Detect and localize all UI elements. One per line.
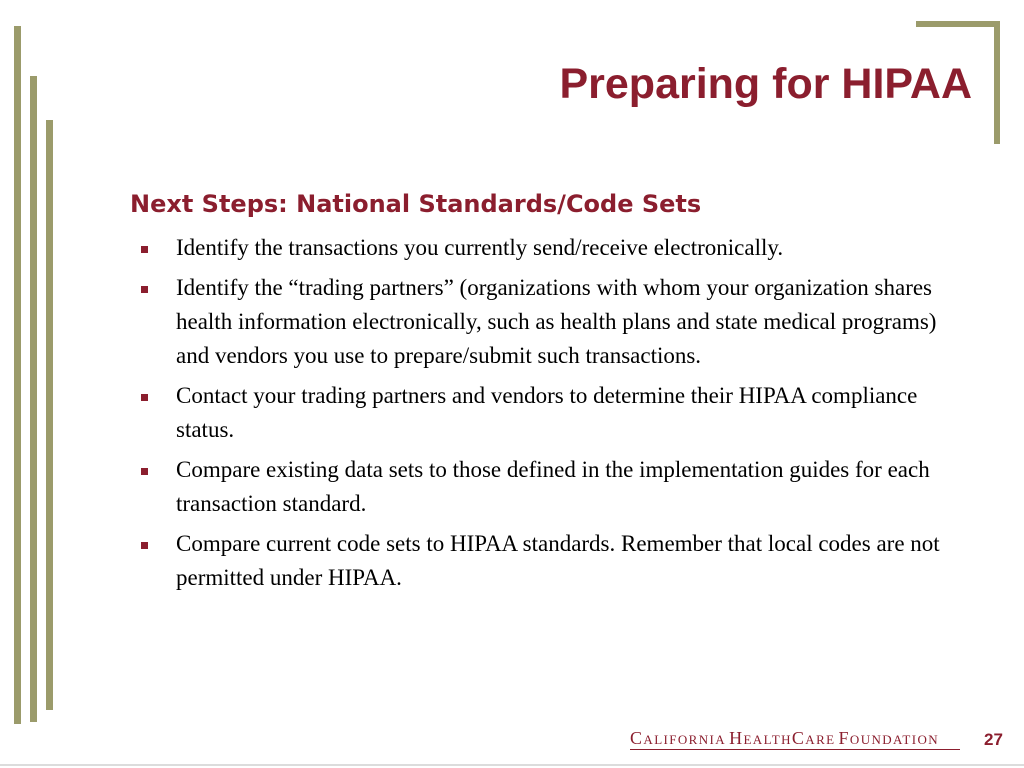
square-bullet-icon	[141, 542, 148, 549]
decorative-corner-side	[994, 21, 1000, 144]
page-number: 27	[984, 730, 1003, 749]
square-bullet-icon	[141, 286, 148, 293]
bullet-item	[140, 379, 975, 447]
slide-subtitle: Next Steps: National Standards/Code Sets	[130, 190, 702, 218]
bottom-divider	[0, 764, 1024, 766]
square-bullet-icon	[141, 246, 148, 253]
decorative-vertical-bar-1	[14, 26, 21, 724]
bullet-text: Contact your trading partners and vendors to determine their HIPAA compliance status.	[176, 383, 918, 442]
decorative-corner-top	[916, 21, 1000, 27]
bullet-text: Compare existing data sets to those defined in the implementation guides for each transaction standard.	[176, 457, 930, 516]
square-bullet-icon	[141, 394, 148, 401]
bullet-item	[140, 527, 975, 595]
decorative-vertical-bar-2	[30, 76, 37, 722]
bullet-item	[140, 271, 975, 373]
bullet-item	[140, 231, 975, 265]
bullet-text: Identify the transactions you currently send/receive electronically.	[176, 235, 784, 260]
foundation-logo: CALIFORNIA HEALTHCARE FOUNDATION	[630, 728, 940, 748]
bullet-item	[140, 453, 975, 521]
bullet-text: Identify the “trading partners” (organizations with whom your organization shares health information electronically, such as health plans and state medical programs) and vendors you use to prepare/submit such transactions.	[176, 275, 937, 368]
slide-title: Preparing for HIPAA	[559, 60, 972, 108]
bullet-text: Compare current code sets to HIPAA standards. Remember that local codes are not permitted under HIPAA.	[176, 531, 940, 590]
decorative-vertical-bar-3	[46, 120, 53, 710]
bullet-list	[140, 231, 975, 601]
square-bullet-icon	[141, 468, 148, 475]
logo-underline	[630, 749, 960, 750]
